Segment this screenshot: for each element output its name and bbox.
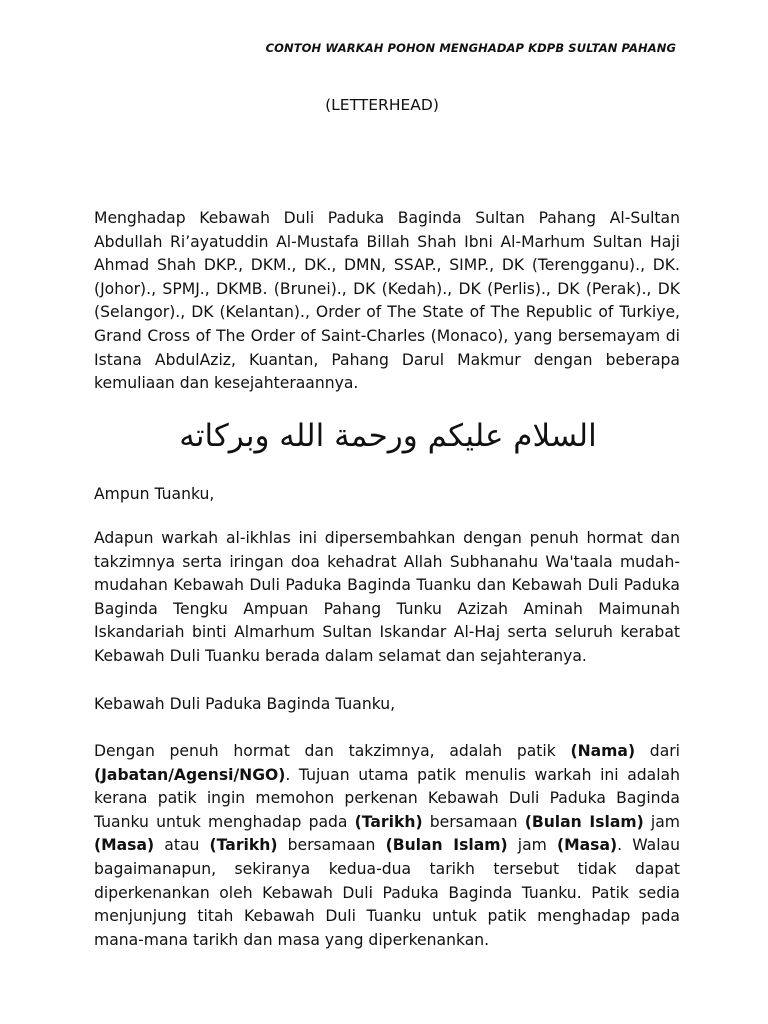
request-text: atau	[154, 836, 210, 855]
name-placeholder: (Nama)	[570, 742, 636, 760]
request-text: bersamaan	[277, 836, 386, 855]
request-text: dari	[635, 742, 680, 760]
time-placeholder: (Masa)	[557, 836, 618, 855]
request-text: . Tujuan utama patik menulis warkah ini adalah kerana patik ingin memohon perkenan Kebawah Duli Paduka Baginda Tuanku untuk menghadap pada	[94, 765, 680, 831]
greeting: Ampun Tuanku,	[94, 485, 215, 503]
agency-placeholder: (Jabatan/Agensi/NGO)	[94, 765, 286, 784]
islamic-month-placeholder: (Bulan Islam)	[385, 836, 508, 855]
arabic-calligraphy-salam	[92, 408, 692, 464]
recipient-address: Menghadap Kebawah Duli Paduka Baginda Sultan Pahang Al-Sultan Abdullah Ri’ayatuddin Al-Mustafa Billah Shah Ibni Al-Marhum Sultan Haji Ahmad Shah DKP., DKM., DK., DMN, SSAP., SIMP., DK (Terengganu)., DK. (Johor)., SPMJ., DKMB. (Brunei)., DK (Kedah)., DK (Perlis)., DK (Perak)., DK (Selangor)., DK (Kelantan)., Order of The State of The Republic of Turkiye, Grand Cross of The Order of Saint-Charles (Monaco), yang bersemayam di Istana AbdulAziz, Kuantan, Pahang Darul Makmur dengan beberapa kemuliaan dan kesejahteraannya.	[94, 209, 680, 393]
request-text: jam	[507, 836, 558, 855]
islamic-month-placeholder: (Bulan Islam)	[524, 812, 644, 831]
time-placeholder: (Masa)	[94, 836, 155, 855]
secondary-address: Kebawah Duli Paduka Baginda Tuanku,	[94, 695, 396, 713]
letterhead-placeholder	[0, 96, 768, 114]
doa-paragraph: Adapun warkah al-ikhlas ini dipersembahkan dengan penuh hormat dan takzimnya serta iringan doa kehadrat Allah Subhanahu Wa'taala mudah-mudahan Kebawah Duli Paduka Baginda Tuanku dan Kebawah Duli Paduka Baginda Tengku Ampuan Pahang Tunku Azizah Aminah Maimunah Iskandariah binti Almarhum Sultan Iskandar Al-Haj serta seluruh kerabat Kebawah Duli Tuanku berada dalam selamat dan sejahteranya.	[94, 529, 680, 665]
request-text: . Walau bagaimanapun, sekiranya kedua-dua tarikh tersebut tidak dapat diperkenankan oleh Kebawah Duli Paduka Baginda Tuanku. Patik sedia menjunjung titah Kebawah Duli Tuanku untuk patik menghadap pada mana-mana tarikh dan masa yang diperkenankan.	[94, 836, 680, 949]
date-placeholder: (Tarikh)	[209, 836, 278, 855]
letterhead-label: (LETTERHEAD)	[325, 96, 439, 114]
header-note: CONTOH WARKAH POHON MENGHADAP KDPB SULTAN PAHANG	[265, 41, 676, 55]
request-text: Dengan penuh hormat dan takzimnya, adalah patik	[94, 742, 571, 760]
request-text: bersamaan	[422, 812, 525, 831]
date-placeholder: (Tarikh)	[354, 812, 423, 831]
request-text: jam	[643, 812, 680, 831]
request-paragraph	[94, 740, 680, 952]
salam-text: السلام عليكم ورحمة الله وبركاته	[179, 418, 597, 454]
